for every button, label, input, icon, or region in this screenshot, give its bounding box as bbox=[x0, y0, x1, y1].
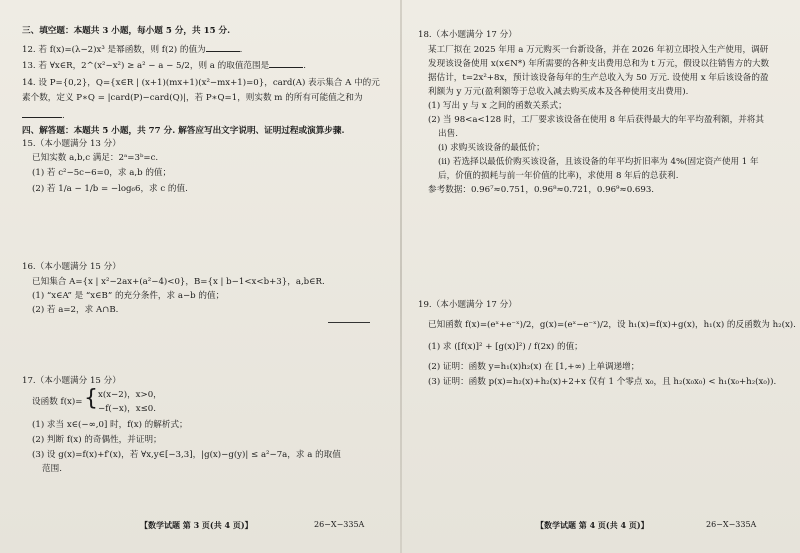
stray-line-mark bbox=[328, 322, 370, 323]
question-18-line1: 某工厂拟在 2025 年用 a 万元购买一台新设备，并在 2026 年初立即投入生产使用，调研 bbox=[428, 45, 769, 55]
question-16-part2: (2) 若 a=2，求 A∩B. bbox=[32, 305, 119, 315]
question-19-part1: (1) 求 ([f(x)]² + [g(x)]²) / f(2x) 的值； bbox=[428, 342, 583, 352]
question-18-line2: 发现该设备使用 x(x∈N*) 年所需要的各种支出费用总和为 t 万元，假设以往销售方的大数 bbox=[428, 59, 770, 69]
question-17-part3-cont: 范围. bbox=[42, 464, 62, 474]
question-17-heading: 17.（本小题满分 15 分） bbox=[22, 376, 121, 386]
question-18-part2-cont: 出售. bbox=[438, 129, 458, 139]
question-12: 12. 若 f(x)=(λ−2)x³ 是幂函数，则 f(2) 的值为 . bbox=[22, 42, 242, 56]
question-14-blank: . bbox=[22, 108, 65, 122]
question-15-stem: 已知实数 a,b,c 满足：2ᵃ=3ᵇ=c. bbox=[32, 153, 159, 163]
answer-blank bbox=[269, 58, 303, 68]
question-13: 13. 若 ∀x∈R，2^(x²−x²) ≥ a² − a − 5/2，则 a 的取值范围是 . bbox=[22, 58, 306, 72]
question-17-def-label: 设函数 f(x)= bbox=[32, 397, 83, 407]
question-17-part3: (3) 设 g(x)=f(x)+f′(x)，若 ∀x,y∈[−3,3]，|g(x)−g(y)| ≤ a²−7a，求 a 的取值 bbox=[32, 450, 341, 460]
question-19-part2: (2) 证明：函数 y=h₁(x)h₂(x) 在 [1,+∞) 上单调递增； bbox=[428, 362, 640, 372]
question-18-reference-data: 参考数据：0.96⁷≈0.751，0.96⁸≈0.721，0.96⁹≈0.693. bbox=[428, 185, 655, 195]
question-16-part1: (1) “x∈A” 是 “x∈B” 的充分条件，求 a−b 的值； bbox=[32, 291, 225, 301]
question-18-heading: 18.（本小题满分 17 分） bbox=[418, 30, 517, 40]
page-fold-line bbox=[400, 0, 402, 553]
question-19-stem: 已知函数 f(x)=(eˣ+e⁻ˣ)/2，g(x)=(eˣ−e⁻ˣ)/2，设 h₁(x)=f(x)+g(x)，h₁(x) 的反函数为 h₂(x). bbox=[428, 320, 796, 330]
section3-title: 三、填空题：本题共 3 小题，每小题 5 分，共 15 分. bbox=[22, 26, 231, 36]
question-19-part3: (3) 证明：函数 p(x)=h₂(x)+h₂(x)+2+x 仅有 1 个零点 x₀，且 h₂(x₀x₀) < h₁(x₀+h₂(x₀)). bbox=[428, 377, 777, 387]
page-4-footer-code: 26−X−335A bbox=[706, 520, 757, 529]
question-18-line3: 据估计，t=2x²+8x，预计该设备每年的生产总收入为 50 万元. 设使用 x 年后该设备的盈 bbox=[428, 73, 769, 83]
question-15-heading: 15.（本小题满分 13 分） bbox=[22, 139, 121, 149]
question-18-part2: (2) 当 98<a<128 时，工厂要求该设备在使用 8 年后获得最大的年平均盈利额，并将其 bbox=[428, 115, 764, 125]
question-19-heading: 19.（本小题满分 17 分） bbox=[418, 300, 517, 310]
section4-title: 四、解答题：本题共 5 小题，共 77 分. 解答应写出文字说明、证明过程或演算步骤. bbox=[22, 126, 345, 136]
question-17-case2: −f(−x)，x≤0. bbox=[98, 404, 156, 414]
question-16-stem: 已知集合 A={x | x²−2ax+(a²−4)<0}，B={x | b−1<x<b+3}，a,b∈R. bbox=[32, 277, 325, 287]
piecewise-brace: { bbox=[84, 386, 98, 411]
page-3-footer-code: 26−X−335A bbox=[314, 520, 365, 529]
question-16-heading: 16.（本小题满分 15 分） bbox=[22, 262, 121, 272]
page-3-footer-title: 【数学试题 第 3 页(共 4 页)】 bbox=[140, 520, 253, 530]
question-15-part1: (1) 若 c²−5c−6=0，求 a,b 的值； bbox=[32, 168, 172, 178]
question-18-sub-ii: (ⅱ) 若选择以最低价购买该设备，且该设备的年平均折旧率为 4%(固定资产使用 1 年 bbox=[438, 157, 759, 167]
page-3 bbox=[22, 0, 390, 553]
question-14-line1: 14. 设 P={0,2}，Q={x∈R | (x+1)(mx+1)(x²−mx+1)=0}，card(A) 表示集合 A 中的元 bbox=[22, 78, 380, 88]
question-17-case1: x(x−2)，x>0， bbox=[98, 390, 162, 400]
question-18-part1: (1) 写出 y 与 x 之间的函数关系式； bbox=[428, 101, 567, 111]
question-15-part2: (2) 若 1/a − 1/b = −log₆6，求 c 的值. bbox=[32, 184, 188, 194]
answer-blank bbox=[22, 108, 62, 118]
question-18-line4: 利额为 y 万元(盈利额等于总收入减去购买成本及各种使用支出费用). bbox=[428, 87, 689, 97]
answer-blank bbox=[206, 42, 240, 52]
question-18-sub-ii-cont: 后，价值的损耗与前一年价值的比率)，求使用 8 年后的总获利. bbox=[438, 171, 679, 181]
question-17-part2: (2) 判断 f(x) 的奇偶性，并证明； bbox=[32, 435, 162, 445]
question-14-line2: 素个数，定义 P∗Q = |card(P)−card(Q)|，若 P∗Q=1，则实数 m 的所有可能值之和为 bbox=[22, 93, 363, 103]
page-4-footer-title: 【数学试题 第 4 页(共 4 页)】 bbox=[536, 520, 649, 530]
question-17-part1: (1) 求当 x∈(−∞,0] 时，f(x) 的解析式； bbox=[32, 420, 188, 430]
page-4 bbox=[418, 0, 796, 553]
question-18-sub-i: (ⅰ) 求购买该设备的最低价； bbox=[438, 143, 545, 153]
